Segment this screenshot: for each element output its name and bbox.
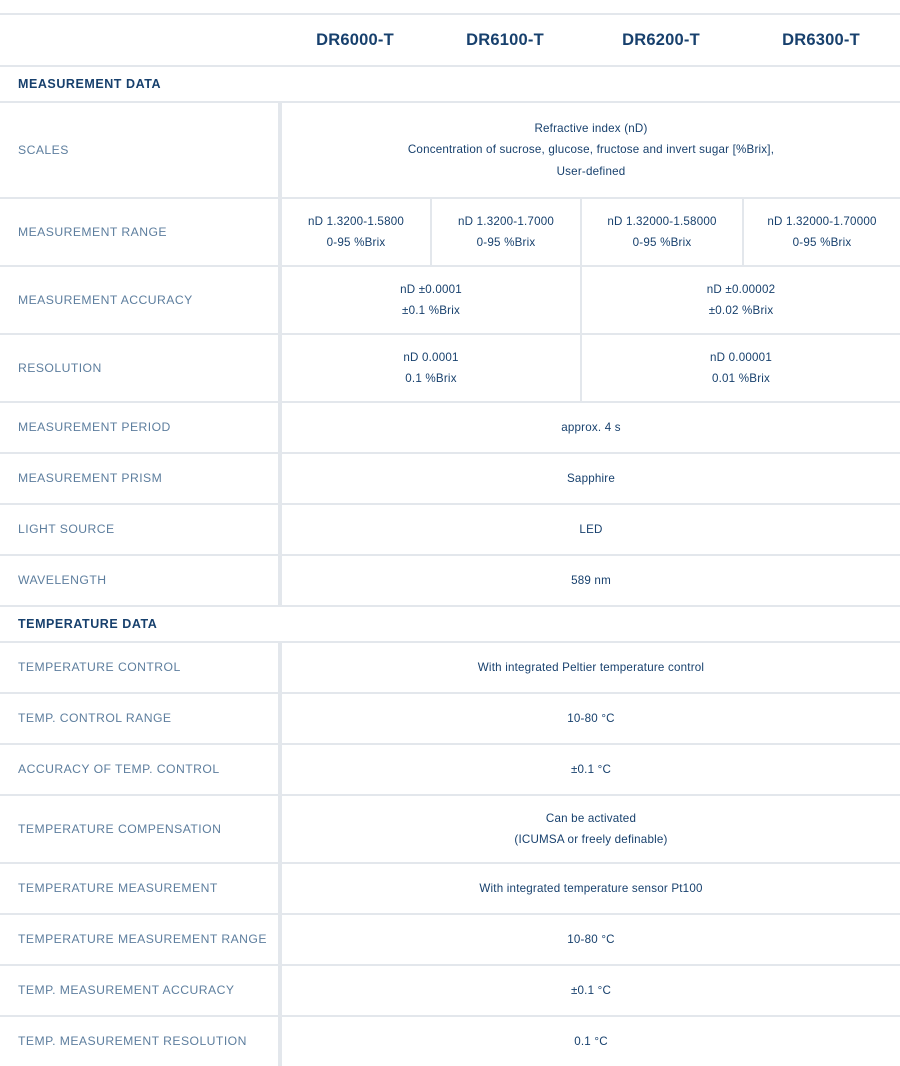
row-label: TEMPERATURE MEASUREMENT RANGE (0, 913, 280, 964)
section-title: MEASUREMENT DATA (0, 65, 280, 101)
row-value-cell (280, 692, 900, 743)
value-line: Refractive index (nD) (534, 121, 648, 135)
value-line: 589 nm (571, 573, 611, 587)
table-row (0, 794, 900, 862)
value-line: nD 1.3200-1.5800 (307, 214, 405, 228)
table-row (0, 333, 900, 401)
value-line: nD 0.00001 (710, 350, 772, 364)
table-row (0, 101, 900, 197)
header-corner-cell (0, 13, 280, 65)
row-value-cell (580, 197, 742, 265)
table-header-row (0, 13, 900, 65)
value-line: Can be activated (545, 811, 637, 825)
model-header-1: DR6000-T (280, 13, 430, 65)
value-line: approx. 4 s (561, 420, 621, 434)
value-line: nD 1.32000-1.58000 (607, 214, 717, 228)
value-line: 0.1 °C (574, 1034, 608, 1048)
specification-table (0, 13, 900, 1066)
table-row (0, 554, 900, 605)
value-line: ±0.1 °C (570, 762, 612, 776)
row-value-cell (580, 265, 900, 333)
row-value-cell (280, 503, 900, 554)
row-value-cell (280, 401, 900, 452)
section-header-filler (280, 65, 900, 101)
value-line: 0-95 %Brix (326, 236, 386, 249)
table-row (0, 964, 900, 1015)
value-line: nD 0.0001 (403, 350, 459, 364)
value-line: 10-80 °C (567, 711, 615, 725)
row-value-cell (280, 862, 900, 913)
section-header-row (0, 605, 900, 641)
row-value-cell (430, 197, 580, 265)
value-line: 0-95 %Brix (476, 236, 536, 249)
row-value-cell (280, 333, 580, 401)
value-line: 0-95 %Brix (792, 236, 852, 249)
value-line: Concentration of sucrose, glucose, fructose and invert sugar [%Brix], (407, 143, 775, 157)
row-value-cell (280, 743, 900, 794)
row-value-cell (280, 452, 900, 503)
value-line: ±0.1 %Brix (402, 304, 460, 317)
row-value-cell (742, 197, 900, 265)
section-header-filler (280, 605, 900, 641)
value-line: User-defined (556, 164, 626, 178)
section-header-row (0, 65, 900, 101)
model-header-2: DR6100-T (430, 13, 580, 65)
table-row (0, 913, 900, 964)
row-label: MEASUREMENT ACCURACY (0, 265, 280, 333)
row-label: LIGHT SOURCE (0, 503, 280, 554)
row-label: WAVELENGTH (0, 554, 280, 605)
row-value-cell (280, 964, 900, 1015)
value-line: 0.1 %Brix (405, 372, 457, 385)
value-line: LED (579, 522, 603, 536)
row-value-cell (280, 101, 900, 197)
table-row (0, 197, 900, 265)
row-label: TEMPERATURE MEASUREMENT (0, 862, 280, 913)
value-line: nD 1.32000-1.70000 (767, 214, 877, 228)
table-row (0, 452, 900, 503)
row-label: MEASUREMENT PRISM (0, 452, 280, 503)
value-line: (ICUMSA or freely definable) (514, 833, 668, 846)
row-label: MEASUREMENT RANGE (0, 197, 280, 265)
row-label: TEMP. CONTROL RANGE (0, 692, 280, 743)
row-value-cell (280, 1015, 900, 1066)
row-label: TEMPERATURE CONTROL (0, 641, 280, 692)
table-row (0, 641, 900, 692)
row-label: SCALES (0, 101, 280, 197)
model-header-3: DR6200-T (580, 13, 742, 65)
table-row (0, 862, 900, 913)
table-row (0, 692, 900, 743)
row-label: TEMP. MEASUREMENT RESOLUTION (0, 1015, 280, 1066)
row-label: TEMP. MEASUREMENT ACCURACY (0, 964, 280, 1015)
value-line: 10-80 °C (567, 932, 615, 946)
table-row (0, 503, 900, 554)
row-label: MEASUREMENT PERIOD (0, 401, 280, 452)
model-header-4: DR6300-T (742, 13, 900, 65)
table-row (0, 743, 900, 794)
value-line: nD ±0.00002 (706, 282, 776, 296)
value-line: With integrated Peltier temperature control (477, 660, 705, 674)
row-value-cell (280, 554, 900, 605)
table-row (0, 265, 900, 333)
value-line: 0.01 %Brix (711, 372, 771, 385)
value-line: nD ±0.0001 (400, 282, 462, 296)
value-line: Sapphire (566, 471, 615, 485)
row-value-cell (280, 641, 900, 692)
row-value-cell (280, 265, 580, 333)
table-row (0, 401, 900, 452)
value-line: nD 1.3200-1.7000 (457, 214, 555, 228)
value-line: ±0.1 °C (570, 983, 612, 997)
row-label: RESOLUTION (0, 333, 280, 401)
row-value-cell (280, 794, 900, 862)
row-value-cell (280, 913, 900, 964)
row-value-cell (280, 197, 430, 265)
row-label: ACCURACY OF TEMP. CONTROL (0, 743, 280, 794)
value-line: ±0.02 %Brix (708, 304, 774, 317)
table-row (0, 1015, 900, 1066)
row-value-cell (580, 333, 900, 401)
value-line: 0-95 %Brix (632, 236, 692, 249)
section-title: TEMPERATURE DATA (0, 605, 280, 641)
row-label: TEMPERATURE COMPENSATION (0, 794, 280, 862)
value-line: With integrated temperature sensor Pt100 (479, 881, 703, 895)
